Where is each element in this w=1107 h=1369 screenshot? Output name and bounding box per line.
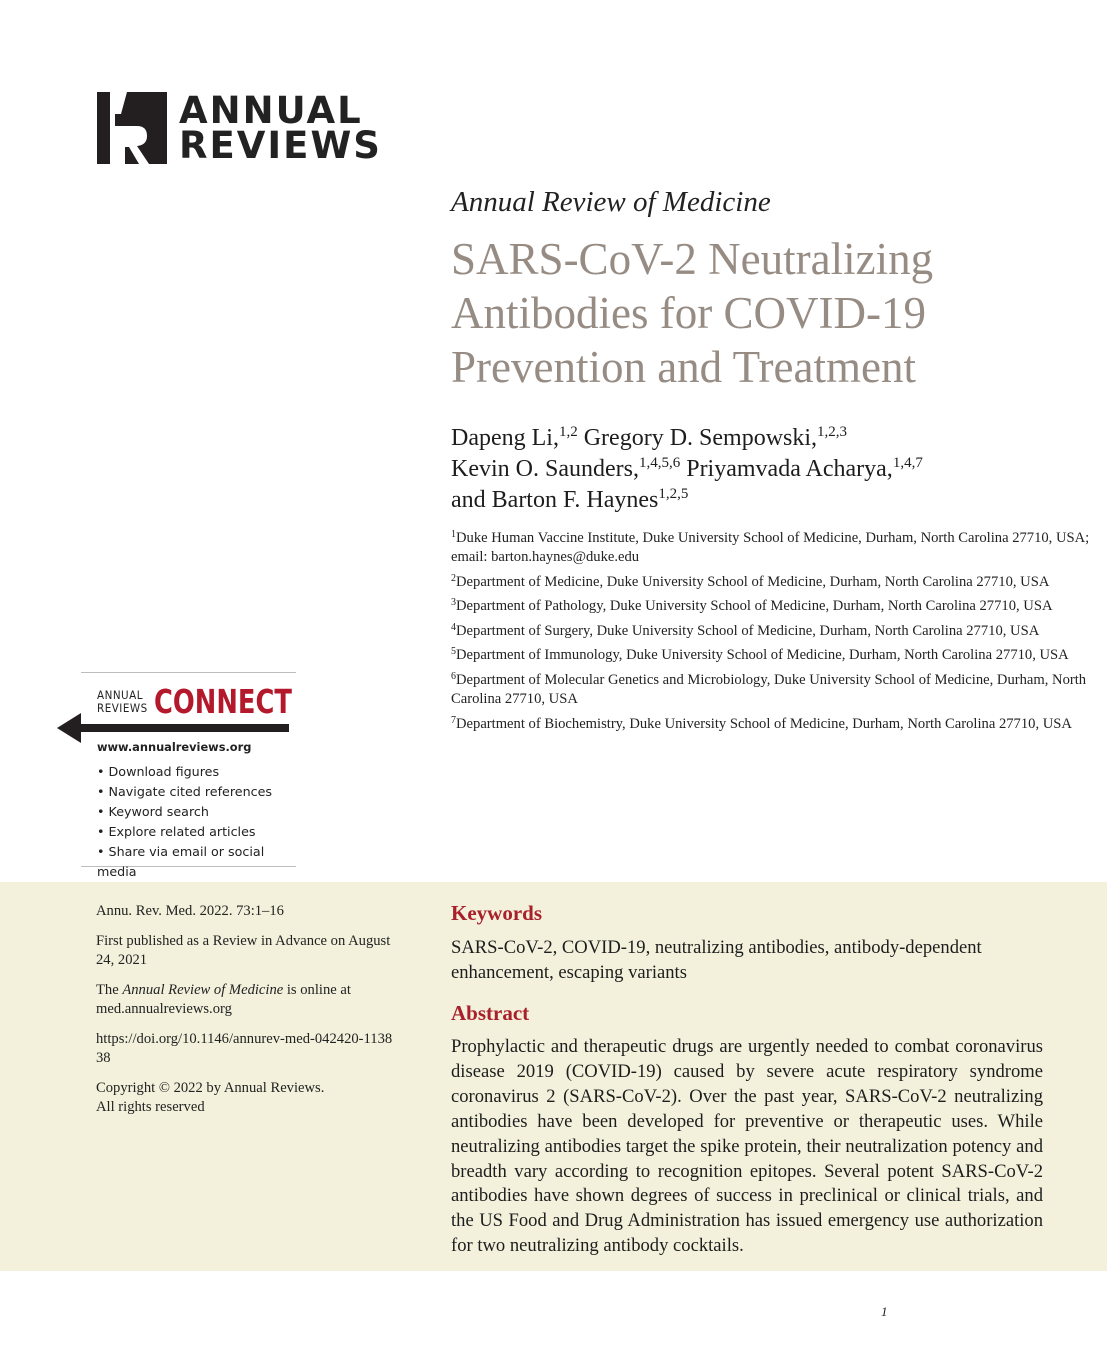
connect-promo-box[interactable] xyxy=(81,672,296,879)
copyright: Copyright © 2022 by Annual Reviews. All rights reserved xyxy=(96,1080,325,1115)
abstract-heading: Abstract xyxy=(451,1001,530,1025)
affiliation: $^1$Duke Human Vaccine Institute, Duke University School of Medicine, Durham, North Carolina 27710, USA; email: barton.haynes@duke.edu xyxy=(451,529,1090,565)
page-number: 1 xyxy=(881,1304,888,1319)
list-item: • Download figures xyxy=(97,764,220,779)
affiliation: $^7$Department of Biochemistry, Duke University School of Medicine, Durham, North Carolina 27710, USA xyxy=(451,714,1072,732)
author: and Barton F. Haynes$^{1,2,5}$ xyxy=(451,486,689,513)
journal-name: Annual Review of Medicine xyxy=(451,186,771,218)
logo-line-1: ANNUAL xyxy=(179,89,363,132)
publication-meta xyxy=(96,902,396,1128)
arrow-left-icon xyxy=(57,713,289,743)
affiliation: $^2$Department of Medicine, Duke University School of Medicine, Durham, North Carolina 27710, USA xyxy=(451,572,1050,590)
affiliation: $^3$Department of Pathology, Duke University School of Medicine, Durham, North Carolina 27710, USA xyxy=(451,597,1053,615)
author: Dapeng Li,$^{1,2}$ xyxy=(451,424,578,451)
connect-feature-list xyxy=(97,762,296,882)
affiliation-list xyxy=(451,529,1091,739)
ar-logo-icon xyxy=(97,92,167,164)
author: Gregory D. Sempowski,$^{1,2,3}$ xyxy=(583,424,848,451)
affiliation: $^4$Department of Surgery, Duke University School of Medicine, Durham, North Carolina 27710, USA xyxy=(451,621,1040,639)
list-item: • Navigate cited references xyxy=(97,784,273,799)
keywords-heading: Keywords xyxy=(451,901,542,925)
list-item: • Explore related articles xyxy=(97,824,256,839)
online-note: The Annual Review of Medicine is online at med.annualreviews.org xyxy=(96,982,351,1017)
annual-reviews-logo xyxy=(97,89,382,167)
connect-small-wordmark: ANNUAL REVIEWS xyxy=(97,687,148,715)
logo-line-2: REVIEWS xyxy=(179,124,382,167)
author: Priyamvada Acharya,$^{1,4,7}$ xyxy=(686,455,923,482)
first-published: First published as a Review in Advance on August 24, 2021 xyxy=(96,933,391,968)
affiliation: $^5$Department of Immunology, Duke University School of Medicine, Durham, North Carolina 27710, USA xyxy=(451,646,1069,664)
connect-wordmark: CONNECT xyxy=(153,682,292,721)
author: Kevin O. Saunders,$^{1,4,5,6}$ xyxy=(451,455,681,482)
list-item: • Share via email or social media xyxy=(97,844,265,879)
list-item: • Keyword search xyxy=(97,804,209,819)
logo-wordmark xyxy=(179,89,382,167)
doi-link[interactable]: https://doi.org/10.1146/annurev-med-042420-113838 xyxy=(96,1031,393,1066)
author-list xyxy=(451,423,1091,516)
citation: Annu. Rev. Med. 2022. 73:1–16 xyxy=(96,903,284,919)
connect-url[interactable]: www.annualreviews.org xyxy=(97,740,252,754)
keywords-text: SARS-CoV-2, COVID-19, neutralizing antibodies, antibody-dependent enhancement, escaping variants xyxy=(451,937,982,983)
article-title: SARS-CoV-2 Neutralizing Antibodies for COVID-19 Prevention and Treatment xyxy=(451,234,934,392)
abstract-text: Prophylactic and therapeutic drugs are urgently needed to combat coronavirus disease 2019 (COVID-19) caused by severe acute respiratory syndrome coronavirus 2 (SARS-CoV-2). Over the past year, SARS-CoV-2 neutralizing antibodies have been developed for preventive or therapeutic uses. While neutralizing antibodies target the spike protein, their neutralization potency and breadth vary according to recognition epitopes. Several potent SARS-CoV-2 antibodies have shown degrees of success in preclinical or clinical trials, and the US Food and Drug Administration has issued emergency use authorization for two neutralizing antibody cocktails. xyxy=(451,1036,1043,1257)
affiliation: $^6$Department of Molecular Genetics and Microbiology, Duke University School of Medicine, Durham, North Carolina 27710, USA xyxy=(451,670,1087,707)
